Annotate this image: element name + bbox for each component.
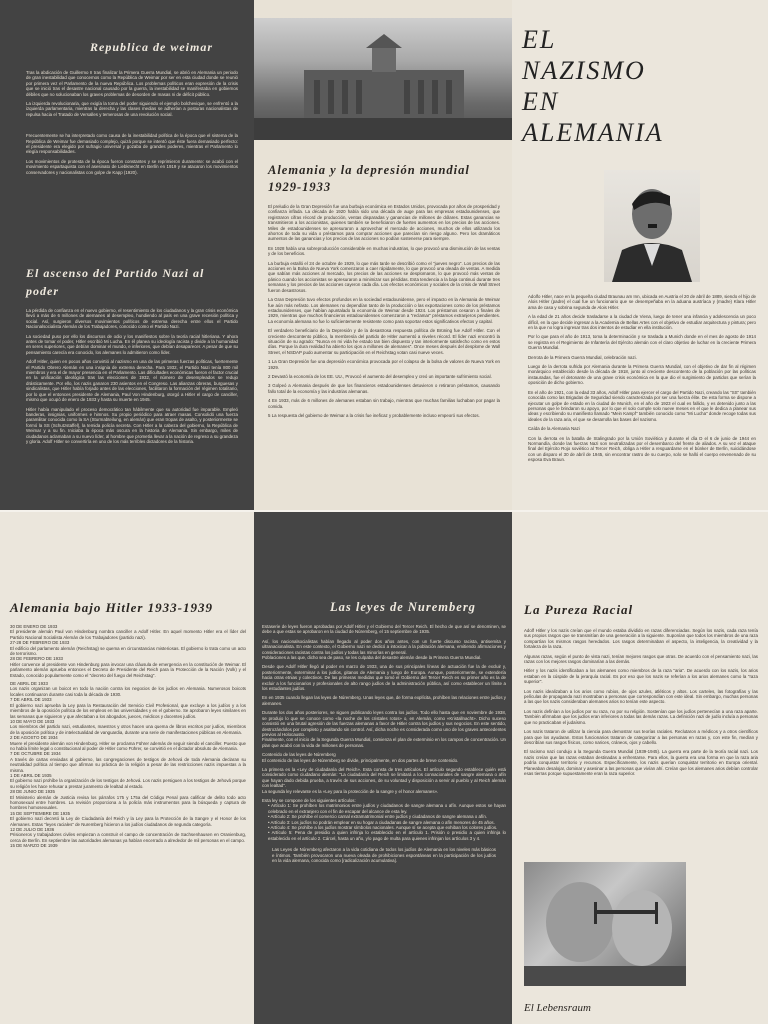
article-item: • Artículo 2: Se prohíbe el comercio carnal extramatrimonial entre judíos y ciudadanos de sangre alemana o afín. (268, 814, 487, 820)
list-item: 5 La respuesta del gobierno de Weimar a la crisis fue ineficaz y probablemente incluso empeoró sus efectos. (268, 413, 480, 418)
panel-weimar (0, 0, 254, 510)
timeline-event: Los nazis organizan un boicot en todo la nación contra los negocios de los judíos en Alemania. Numerosos boicots locales continuaron durante casi toda la década de 1930. (10, 686, 246, 697)
lebensraum-caption: El Lebensraum (524, 1002, 591, 1014)
paragraph: Desde que Adolf Hitler llegó al poder en marzo de 1933, una de sus principales líneas de actuación fue la de excluir y, posteriormente, exterminar a los judíos, gitanos de Alemania y luego de Europa. Aunque, posteriormente, se extendería hacia otras etnias y colectivos. De las primeras medidas que tomó el Gobierno del Tercer Reich es su primer año es la de excluir a los funcionarios y profesionales de alto rango judíos de la administración pública, así como establecer un límite a los estudiantes judíos. (262, 664, 506, 692)
ascenso-title: El ascenso del Partido Nazi al poder (26, 266, 205, 298)
timeline-event: Muere el presidente alemán von Hindenburg. Hitler se proclama Führer además de seguir siendo el canciller. Puesto que no había límite legal o constitucional al poder de Hitler como Führer, se convirtió en el dictador absoluto de Alemania. (10, 740, 246, 751)
paragraph: La Gran Depresión tuvo efectos profundos en la sociedad estadounidense, pero el impacto en la Alemania de Weimar fue aún más nefasto. Los alemanes no dependían tanto de la producción o las exportaciones como de los préstamos estadounidenses, que habían apuntalado la economía de Weimar desde 1924. Los préstamos cesaron a finales de 1929, mientras que muchos financieros estadounidenses comenzaron a "reclamar" préstamos extranjeros pendientes. La economía alemana no fue lo suficientemente resistente como para soportar estos significativos efectos y capital. (268, 297, 500, 324)
paragraph: Frecuentemente se ha interpretado como causa de la inestabilidad política de la época que el sistema de la República de Weimar fue demasiado complejo, quizá porque se intentó que éste fuera demasiado perfecto: el presidente era elegido por sufragio universal y gozaba de grandes poderes, mientras el Parlamento lo elegía responsabilidades. (26, 133, 238, 155)
list-item: 2 Devastó la economía de los EE. UU., Provocó el aumento del desempleo y creó un importante sufrimiento social. (268, 373, 492, 379)
article-item: • Artículo 1: Se prohíben los matrimonios entre judíos y ciudadanos de sangre alemana o afín. Aunque estos se hayan celebrado en el extranjero con el fin de escapar del alcance de esta ley. (268, 803, 506, 814)
paragraph: En en 1935 cuando llegan las leyes de Núremberg. Unas leyes que, de forma explícita, prohíben las relaciones entre judíos y alemanes. (262, 695, 506, 706)
reichstag-photo (254, 18, 512, 140)
brochure-inside (0, 512, 768, 1024)
paragraph: Por lo que para el año de 1913, toma la determinación y se traslada a Munich donde en el mes de agosto de 1914 se registra en el Regimiento de Infantería del Ejército alemán con el claro objetivo de luchar en la creciente Primera Guerra Mundial. (528, 334, 756, 351)
paragraph: Tras la abdicación de Guillermo II tras finalizar la Primera Guerra Mundial, se abrió en Alemania un periodo de gran inestabilidad que conocemos como la República de Weimar por ser en esta ciudad donde se reunió por primera vez el Parlamento de la nueva República. Los problemas políticos eran expresión de la crisis que se inició tras el desastre nacional causado por la guerra, la inestabilidad se manifestaba en gobiernos débiles que no solucionaban los graves problemas de desorden de masas ni de déficit público. (26, 70, 238, 97)
paragraph: La primera es la «Ley de ciudadanía del Reich». Esta consta de tres artículos. El artículo segundo establece quién está considerado como ciudadano alemán: "La ciudadanía del Reich se limitará a los connacionales de sangre alemana o afín que hayan dado debida prueba, a través de sus acciones, de su voluntad y disposición a servir al pueblo y al Reich alemán con lealtad". (262, 766, 506, 789)
ascenso-text (26, 308, 238, 448)
paragraph: La burbuja estalló el 24 de octubre de 1929, lo que más tarde se describió como el "jueves negro". Los precios de las acciones en la Bolsa de Nueva York comenzaron a caer rápidamente, lo que provocó una oleada de ventas. A medida que sabían más acciones al mercado, los precios de las acciones se desplomaron, lo que provocó más ventas de pánico cuando los accionistas se apresuraron a minimizar sus pérdidas. Esta tendencia a la baja continuó durante tres semanas y los precios de las acciones cayeron cada día. Los efectos económicos y sociales de la crisis de Wall Street fueron desastrosos. (268, 260, 500, 293)
portrait-illustration (604, 170, 700, 282)
paragraph: Adolf Hitler, quien en pocos años convirtió al nazismo en una de las primeras fuerzas políticas, fuertemente el Partido Obrero Alemán en una insignia de extrema derecha. Para 1932, el Partido Nazi tenía 800 mil miembros y era el de mayor presencia en el Parlamento. Las dificultades económicas fueron el factor crucial en la unificación ideológica tras las elecciones de 1932, el número de desempleados se redujo drásticamente. Por ello, los nazis ganaron 230 asientos en el Congreso. Las alianzas obreras, burguesas y sindicalistas, que Hitler había forjado antes de las elecciones, facilitaron la formación del régimen totalitario, por lo que el entonces presidente de Alemania, Paul Von Hindenburg, otorgó a Hitler el cargo de canciller, mismo que ocupó de enero de 1933 y hasta su muerte en 1945. (26, 359, 238, 403)
panel-cover (512, 0, 768, 510)
panel-depresion (254, 0, 512, 510)
timeline-event: Hitler convence al presidente von Hindenburg para invocar una cláusula de emergencia en la constitución de Weimar. El parlamento alemán aprueba entonces el Decreto de Presidente del Reich para la Protección de la Nación (Volk) y el Estado, conocido popularmente como el "decreto del fuego del Reichstag". (10, 661, 246, 678)
list-item: 1 La Gran Depresión fue una depresión económica provocada por el colapso de la bolsa de valores de Nueva York en 1929. (268, 359, 500, 370)
panel-nuremberg (254, 512, 512, 1024)
paragraph: El racismo nazi condujo a la Segunda Guerra Mundial (1939-1945). La guerra era parte de la teoría racial nazi. Los nazis creían que las razas estaban destinadas a enfrentarse. Para ellos, la guerra era una forma en que la raza aria podría conquistar territorio y recursos. Específicamente, los nazis querían conquistar territorio en Europa oriental. Planeaban desalojar, dominar y asesinar a las personas que vivían ahí. Creían que los alemanes arios debían controlar esas tierras porque supuestamente eran la raza superior. (524, 749, 758, 776)
timeline-event: El Ministerio alemán de Justicia revisa los párrafos 175 y 175a del Código Penal para calificar de delito todo acto homosexual entre hombres. La revisión proporciona a la policía más instrumentos para la búsqueda y captura de hombres homosexuales. (10, 794, 246, 811)
hitler-portrait (604, 170, 700, 282)
paragraph: Durante los dos años posteriores, se siguen publicando leyes contra los judíos. Todo ello hasta que en noviembre de 1938, se produjo lo que se conoce como «la noche de los cristales rotos» o, en Alemán, como «Kristallnacht». Dicho suceso consistió en una brutal agresión de las fuerzas alemanas a favor de Hitler contra los judíos y sus negocios. En este sentido, destrozándolos por completo y asaltando sin control. Así, dicha noche es considerada como uno de los graves antecedentes previos al Holocausto. (262, 710, 506, 737)
pureza-title: La Pureza Racial (524, 602, 634, 617)
biografia-text (528, 294, 756, 467)
photo-illustration (524, 862, 686, 986)
article-item: • Artículo 5: Pena de presidio a quien infrinja lo establecido en el artículo 1. Prisión o presidio a quien infrinja lo establecido en el artículo 2. Cárcel, hasta un año, y/o pago de multa para quienes infrinjan los artículos 3 y 4. (268, 830, 506, 841)
paragraph: Los nazis trataron de utilizar la ciencia para demostrar sus teorías raciales. Reclutaron a médicos y a otros científicos para que los ayudaran. Estos funcionarios trataron de categorizar a las personas en razas y, con este fin, medían y describían sus rasgos físicos, como narices, cráneos, ojos y cabello. (524, 729, 758, 745)
paragraph: Las Leyes de Núremberg afectaron a la vida cotidiana de todos los judíos de Alemania en los niveles más básicos e íntimos. También provocaron una nueva oleada de prohibiciones espontáneas en la participación de los judíos en la vida alemana, conocida como [radicalización acumulativa]. (272, 847, 496, 864)
timeline-date: 15 DE SEPTIEMBRE DE 1935 (10, 810, 71, 816)
subheading: Contenido de las leyes de Núremberg (262, 752, 336, 758)
paragraph: Adolf Hitler y los nazis creían que el mundo estaba dividido en razas diferenciadas. Según los nazis, cada raza tenía sus propios rasgos que se transmitían de una generación a la siguiente. Suponían que todos los miembros de una raza compartían los mismos rasgos heredados. Los rasgos determinaban el aspecto, la inteligencia, la creatividad y la fortaleza de la raza. (524, 628, 758, 650)
paragraph: En el año de 1921, con la edad 33 años, Adolf Hitler para ejercer el cargo del Partido Nazi, creando las "SS" también conocida como las Brigadas de Seguridad siendo caracterizada por ser una fuerza élite. De esta forma se dispone a ejecutar un golpe de estado en la ciudad de Munich, en el año de 1923 el cual es fallido, y es detenido junto a las personas que le brindaron su apoyo, por lo que el solo cumple solo nueve meses en el que le dedica a planear sus ideas y escribiendo su manifiesto llamado "Mein Kampf" también conocido como "Mi Lucha" donde recoge todas sus ideales de la raza aria, el que se desarrolla las bases del nazismo. (528, 389, 756, 422)
brochure-outside (0, 0, 768, 510)
timeline-title: Alemania bajo Hitler 1933-1939 (10, 600, 213, 615)
paragraph: Estaserie de leyes fueron aprobadas por Adolf Hitler y el Gobierno del Tercer Reich. El hecho de que así se denominen, se debe a que estas se aprobaron en la ciudad de Núremberg, el 15 septiembre de 1935. (262, 624, 506, 635)
sheet-divider (0, 510, 768, 512)
paragraph: La segunda ley relevante es la «Ley para la protección de la sangre y el honor alemanes». (262, 788, 439, 794)
timeline-date: 10 DE MAYO DE 1933 (10, 718, 55, 724)
list-item: 4 En 1933, más de 6 millones de alemanes estaban sin trabajo, mientras que muchas familias luchaban por pagar la comida. (268, 398, 500, 409)
timeline-date: 1 DE ABRIL DE 1935 (10, 772, 52, 778)
timeline-date: 30 DE ENERO DE 1933 (10, 624, 58, 629)
cover-title-line: EL (522, 25, 557, 54)
article-item: • Artículo 4: Se prohíbe a los judíos mostrar símbolos nacionales. Aunque sí se acepta que exhiban los colores judíos. (268, 825, 498, 830)
weimar-text (26, 70, 238, 179)
paragraph: En 1928 había una sobreproducción considerable en muchas industrias, lo que provocó una disminución de las ventas y de los beneficios. (268, 245, 500, 257)
paragraph: Los nazis idealizaban a los arios como rubios, de ojos azules, atléticos y altos. Los carteles, las fotografías y las películas de propaganda nazi mostraban a personas que correspondían con este ideal. Sin embargo, muchas personas a las que los nazis consideraban alemanes arios no tenían este aspecto. (524, 688, 758, 705)
skull-measurement-photo (524, 862, 686, 986)
timeline-date: 28 DE FEBRERO DE 1933 (10, 656, 63, 662)
timeline-date: 27-28 DE FEBRERO DE 1933 (10, 640, 70, 646)
nuremberg-title: Las leyes de Nuremberg (330, 600, 476, 614)
timeline-date: DE ABRIL DE 1933 (10, 681, 48, 687)
timeline-date: 15 DE MARZO DE 1939 (10, 843, 58, 849)
paragraph: Adolfo Hitler, nace en la pequeña ciudad Braunau am Inn, ubicada en Austria el 20 de abril de 1889, siendo el hijo de Alois Hitler (padre) el cual fue un funcionario que se desempeñaba en la aduana austríaca y (madre) Klara Hitler ama de casa y sobrina segunda de Alois Hitler. (528, 294, 756, 310)
list-item: 3 Golpeó a Alemania después de que los financieros estadounidenses detuvieron o retiraron préstamos, causando fallo total de la economía y las industrias alemanas. (268, 383, 500, 394)
timeline-event: El presidente alemán Paul von Hindenburg nombra canciller a Adolf Hitler. En aquel momento Hitler era el líder del Partido Nacional Socialista Alemán de los Trabajadores (partido nazi). (10, 629, 246, 640)
timeline-date: 7 DE OCTUBRE DE 1934 (10, 751, 61, 757)
timeline-event: El gobierno nazi decretó la Ley de Ciudadanía del Reich y la Ley para la Protección de la Sangre y el Honor de los Alemanes. Estas "leyes raciales" de Nuremberg hicieron a los judíos ciudadanos de segunda categoría. (10, 816, 246, 827)
panel-pureza (512, 512, 768, 1024)
paragraph: El contenido de las leyes de Núremberg se divide, principalmente, en dos partes de breve contenido. (262, 757, 459, 763)
paragraph: Esta ley se compone de los siguientes artículos: (262, 797, 356, 803)
timeline-event: El edificio del parlamento alemán (Reichstag) se quema en circunstancias misteriosas. El gobierno lo trata como un acto de terrorismo. (10, 645, 246, 657)
paragraph: Poblaciones a las que, dicho sea de paso, se les culpaba del desastre alemán desde la Primera Guerra Mundial. (262, 655, 482, 661)
depresion-title: Alemania y la depresión mundial 1929-1933 (268, 163, 470, 194)
paragraph: Finalmente, con el inicio de la Segunda Guerra Mundial, comienza el plan de exterminio en los campos de concentración. Un plan que acabó con la vida de millones de personas. (262, 737, 506, 748)
reichstag-illustration (254, 18, 512, 140)
paragraph: Algunas razas, según el punto de vista nazi, tenían mejores rasgos que otras. De acuerdo con el pensamiento nazi, las razas con los mejores rasgos dominarían a las demás. (524, 653, 758, 665)
paragraph: El preludio de la Gran Depresión fue una burbuja económica en Estados Unidos, provocada por años de prosperidad y confianza inflada. La década de 1920 había sido una década de auge para las empresas estadounidenses, que registraron cifras récord de producción, ventas disparadas y ganancias de millones de dólares. Estas ganancias se transmitieron a los accionistas, quienes también se beneficiaron de fuertes aumentos en los precios de las acciones. Miles de estadounidenses se apresuraron a aprovechar el mercado de acciones, muchos de ellos utilizando los ahorros de toda su vida o préstamos para comprar acciones que parecían sin riesgo alguno. Pero los dramáticos aumentos de las ganancias y los precios de las acciones no podían sostenerse para siempre. (268, 204, 500, 242)
timeline-event: Prisioneros y trabajadores civiles empiezan a construir el campo de concentración de Sachsenhausen en Oranienburg, cerca de Berlín. En septiembre las autoridades alemanas ya habían encerrado a alrededor de mil personas en el campo. (10, 832, 246, 843)
panel-timeline (0, 512, 254, 1024)
paragraph: Hitler había manipulado el proceso democrático tan hábilmente que su autoridad fue imparable. Empleó banderas, insignias, uniformes e himnos. Su propio periódico para atraer masas. Consolidó una fuerza paramilitar conocida como la SA (Sturmabteilung, en alemán) que eran tropas de asalto, y posteriormente se formó la SS (Schutzstaffel), la temida policía secreta. Con Hitler a la cabeza del gobierno, la República de Weimar y a su fin. Iniciaba la época más oscura en la historia de Alemania. Sin embargo, miles de ciudadanos aclamaban a su nuevo líder, al hombre que prometía llevar a la nación de regreso a su grandeza y gloria. Adolf Hitler se convertiría en uno de los más terribles dictadores de la historia. (26, 406, 238, 444)
paragraph: Los movimientos de protesta de la época fueron constantes y se reprimieron duramente: se acabó con el movimiento espartaquista con el asesinato de Liebknecht en Berlín en 1919 y se atacaron los movimientos conservadores y nacionalistas con golpe de Kapp (1920). (26, 158, 238, 175)
paragraph: Así, los nacionalsocialistas habían llegado al poder dos años antes, con un fuerte discurso racista, antisemita y ultranacionalista. En este contexto, el Gobierno nazi se dedicó a intoxicar a la población alemana, emitiendo afirmaciones y consideraciones racistas contra los judíos y todas las minorías en general. (262, 638, 506, 655)
pureza-text (524, 628, 758, 780)
timeline-text (10, 624, 246, 849)
cover-title-line: NAZISMO (522, 56, 646, 85)
depresion-text (268, 204, 500, 422)
paragraph: La izquierda revolucionaria, que exigía la toma del poder siguiendo el ejemplo bolchevique, se enfrentó a la izquierda parlamentaria, mientras la derecha y las clases medias se adherían a posturas nacionalistas de repulsa hacia el Tratado de Versalles y temerosas de una revolución social. (26, 101, 238, 117)
timeline-event: A través de cartas enviadas al gobierno, las congregaciones de testigos de Jehová de toda Alemania declaran su neutralidad política al tiempo que afirman su práctica de la religión a pesar de las restricciones nazis impuestas a la misma. (10, 756, 246, 773)
weimar-title: Republica de weimar (90, 40, 213, 54)
paragraph: Hitler y los nazis identificaban a los alemanes como miembros de la raza "aria". De acuerdo con los nazis, los arios estaban en la cúspide de la jerarquía racial. Es por eso que los nazis se referían a los arios alemanes como la "raza superior". (524, 668, 758, 685)
paragraph: A la edad de 21 años decide trasladarse a la ciudad de Viena, luego de tener una infancia y adolescencia un poco difícil, en la que decide ingresar a la Academia de Bellas Artes con el objetivo de estudiar arquitectura y pintura; pero en la que no logra ingresar tras dos intentos de estudiar en ella institución. (528, 314, 756, 331)
cover-title-line: EN (522, 87, 560, 116)
paragraph: Luego de la derrota sufrida por Alemania durante la Primera Guerra Mundial, con el objetivo de dar fin al régimen monárquico establecido desde la década de 1918, junto al creciente descontento de la población por las políticas instauradas, fue el detonante de una grave crisis económica en la que dio el surgimiento de partidos que serían la oposición de dicho gobierno. (528, 364, 756, 386)
timeline-date: 7 DE ABRIL DE 1933 (10, 697, 52, 703)
timeline-date: 28 DE JUNIO DE 1935 (10, 789, 55, 795)
timeline-date: 12 DE JULIO DE 1936 (10, 827, 55, 833)
nuremberg-text (262, 624, 506, 867)
cover-title (522, 24, 664, 148)
paragraph: Derrota de la Primera Guerra Mundial, celebración nazi. (528, 354, 637, 360)
paragraph: La sociedad puso por ello los discursos de odio y los manifiestos sobre la teoría racial hitleriana. Y ahora antes de tomar el poder, Hitler escribió Mi Lucha. En él planea su ideología racista y divide a la humanidad en seres superiores, que debían dominar el mundo, e inferiores, que debían desaparecer. A pesar de que su pensamiento carecía era conocido, los alemanes lo admitieron como líder. (26, 333, 238, 355)
timeline-date: 2 DE AGOSTO DE 1934 (10, 735, 58, 741)
article-item: • Artículo 3: Los judíos no podrán emplear en su hogar a ciudadanas de sangre alemana o afín menores de 45 años. (268, 819, 495, 825)
paragraph: Los nazis definían a los judíos por su raza, no por su religión. Sostenían que los judíos pertenecían a una raza aparte. También afirmaban que los judíos eran inferiores a todas las demás razas. La definición nazi de judío incluía a personas que no practicaban el judaísmo. (524, 708, 758, 725)
timeline-event: El gobierno nazi aprueba la Ley para la Restauración del Servicio Civil Profesional, que excluye a los judíos y a los miembros de la oposición política de los empleos en las universidades y en el gobierno. Se aprobaron leyes similares en las semanas que siguieron y que afectaban a los abogados, jueces, médicos y docentes judíos. (10, 702, 246, 719)
cover-title-line: ALEMANIA (522, 118, 664, 147)
paragraph: Caída de la Alemania Nazi (528, 426, 580, 432)
paragraph: El verdadero beneficiario de la Depresión y de la desastrosa respuesta política de Brüning fue Adolf Hitler. Con el creciente descontento público, la membresía del partido de Hitler aumentó a niveles récord. El líder nazi encontró la situación de su agrado: "Nunca en mi vida he estado tan bien dispuesto y tan interiormente satisfecho como en estos días. Porque la dura realidad ha abierto los ojos a millones de alemanes". Once meses después del desplome de Wall Street, el NSDAP pudo aumentar su participación en el Reichstag votan casi nueve veces. (268, 328, 500, 355)
timeline-event: Los miembros del partido nazi, estudiantes, maestros y otros hacen una quema de libros escritos por judíos, miembros de la oposición política y de intelectualidad de vanguardia, durante una serie de manifestaciones públicas en Alemania. (10, 724, 246, 735)
paragraph: Con la derrota en la batalla de Stalingrado por la Unión Soviética y durante el día D el 6 de junio de 1944 en Normandía, donde las fuerzas Nazi son neutralizadas por el desembarco del frente de aliados. A su vez el ataque final del Ejército Rojo soviético al Tercer Reich, obliga a Hitler a resguardarse en el búnker de Berlín, suicidándose con un disparo el 30 de abril de 1945, sin encontrar rastro de su cuerpo, solo se halló el cuerpo envenenado de su esposa Eva Braun. (528, 435, 756, 463)
paragraph: La pérdida de confianza en el nuevo gobierno, el resentimiento de los ciudadanos y la gran crisis económica llevó a más de 6 millones de alemanes al desempleo, hundiendo al país en una grave recesión política y social. Así, surgieron diversos movimientos políticos de extrema derecha entre ellos el Partido Nacionalsocialista Alemán de los Trabajadores, conocido como el Partido Nazi. (26, 308, 238, 330)
timeline-event: El gobierno nazi prohíbe la organización de los testigos de Jehová. Los nazis persiguen a los testigos de Jehová porque su religión les hace rehusar a prestar juramento de lealtad al estado. (10, 778, 246, 789)
